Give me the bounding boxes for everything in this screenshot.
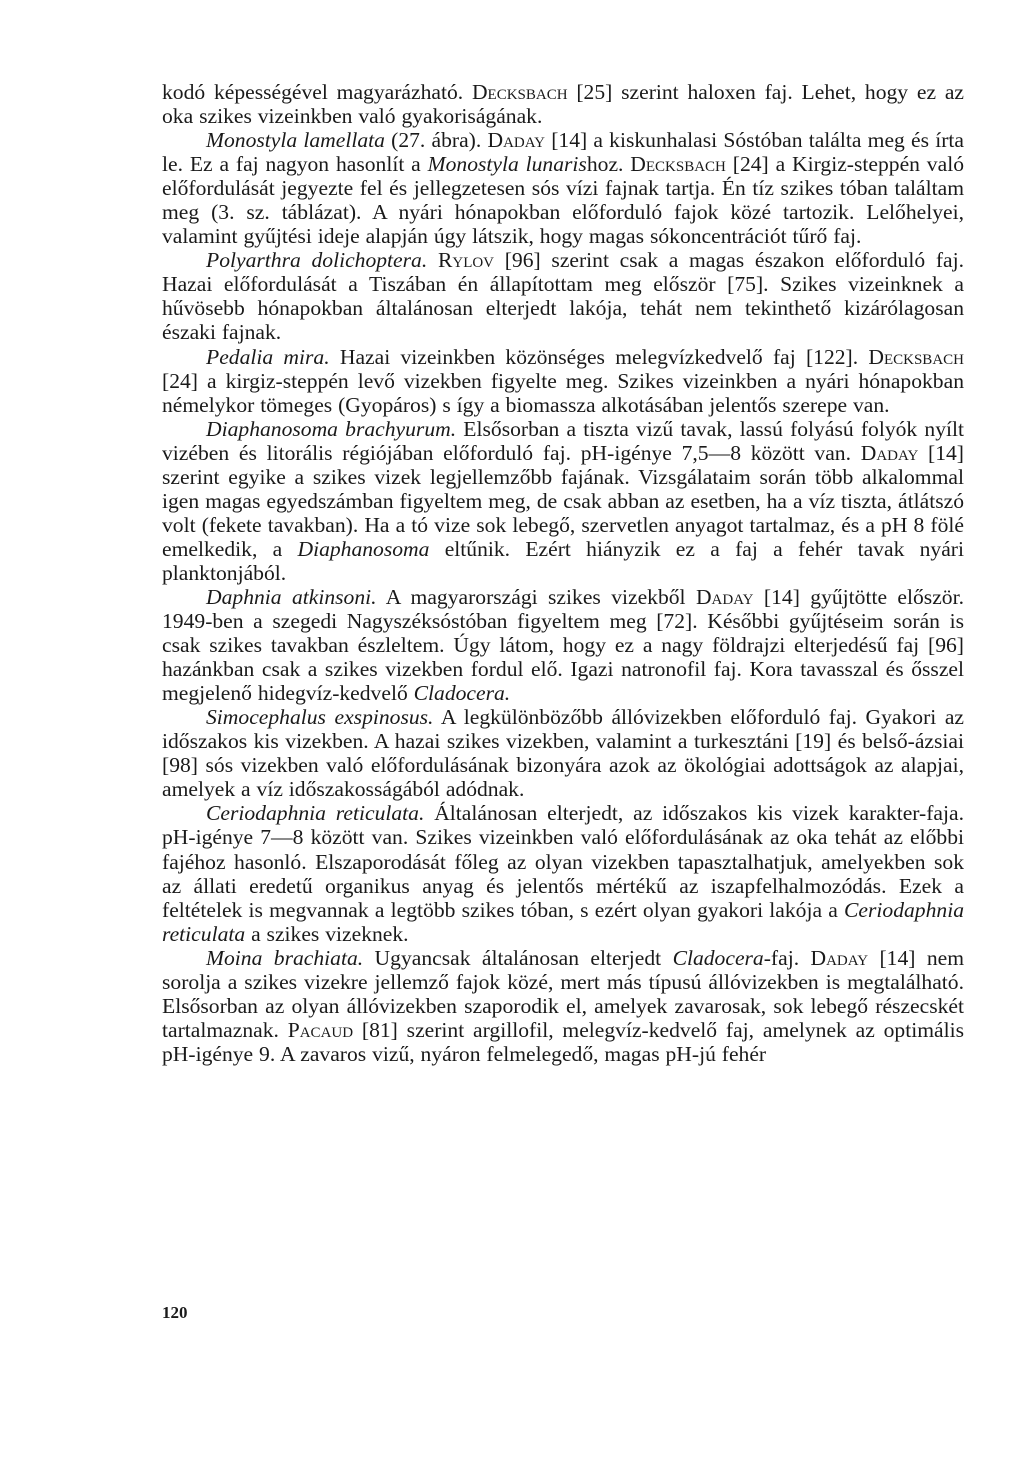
text-run: kodó képességével magyarázható. <box>162 80 472 104</box>
text-run: A magyarországi szikes vizekből <box>376 584 696 609</box>
text-run: (27. ábra). <box>384 128 488 153</box>
species-name: Ceriodaphnia reticulata. <box>206 801 425 826</box>
page-number: 120 <box>162 1303 188 1322</box>
species-name: Diaphanosoma brachyurum. <box>206 416 457 441</box>
species-name: Daphnia atkinsoni. <box>206 584 377 609</box>
species-name: Moina brachiata. <box>206 945 364 970</box>
author-name: Daday <box>695 584 754 609</box>
text-run: [14] nem sorolja a szikes vizekre jellemző fajok közé, mert más típusú állóvizekben is megtalálható. Elsősorban az olyan állóvizekben szaporodik el, amelyek zavarosak, sok lebegő részecskét tartalmaznak. <box>162 945 964 1042</box>
text-run: -faj. <box>763 945 811 970</box>
species-name: Pedalia mira. <box>206 344 330 369</box>
author-name: Daday <box>810 945 869 970</box>
text-run: [14] gyűjtötte először. 1949-ben a szegedi Nagyszéksóstóban figyeltem meg [72]. Későbbi gyűjtéseim során is csak szikes tavakban észleltem. Úgy látom, hogy ez a nagy földrajzi elterjedésű faj [96] hazánkban csak a szikes vizekben fordul elő. Igazi natronofil faj. Kora tavasszal és ősszel megjelenő hidegvíz-kedvelő <box>162 584 964 706</box>
author-name: Daday <box>487 128 546 153</box>
author-name: Rylov <box>437 248 495 273</box>
species-name: Ceriodaphnia reticulata <box>162 897 964 946</box>
text-run: [14] a kiskunhalasi Sóstóban találta meg és írta le. Ez a faj nagyon hasonlít a <box>162 128 964 177</box>
paragraph-diaphanosoma <box>162 417 964 585</box>
paragraph-intro <box>162 80 964 128</box>
text-run: [14] szerint egyike a szikes vizek legjellemzőbb fajának. Vizsgálataim során több alkalommal igen magas egyedszámban figyeltem meg, de csak abban az esetben, ha a víz tiszta, átlátszó volt (fekete tavakban). Ha a tó vize sok lebegő, szervetlen anyagot tartalmaz, és a pH 8 fölé emelkedik, a <box>162 440 964 561</box>
text-run: Ugyancsak általánosan elterjedt <box>363 945 673 970</box>
paragraph-pedalia <box>162 345 964 417</box>
author-name: Decksbach <box>471 80 568 104</box>
text-run: [24] a kirgiz-steppén levő vizekben figyelte meg. Szikes vizeinkben a nyári hónapokban némelykor tömeges (Gyopáros) s így a biomassza alkotásában jelentős szerepe van. <box>162 368 964 417</box>
text-run: [25] szerint haloxen faj. Lehet, hogy ez az oka szikes vizeinkben való gyakoriságának. <box>162 80 964 129</box>
species-name: Cladocera <box>672 945 764 970</box>
paragraph-polyarthra <box>162 248 964 344</box>
author-name: Daday <box>860 440 919 465</box>
author-name: Pacaud <box>287 1017 354 1042</box>
author-name: Decksbach <box>868 344 964 369</box>
text-run: A legkülönbözőbb állóvizekben előforduló faj. Gyakori az időszakos kis vizekben. A hazai szikes vizekben, valamint a turkesztáni [19] és belső-ázsiai [98] sós vizekben való előfordulásának bizonyára azok az ökológiai adottságok az alapjai, amelyek a víz időszakosságából adódnak. <box>162 705 964 802</box>
paragraph-monostyla <box>162 128 964 248</box>
text-run: eltűnik. Ezért hiányzik ez a faj a fehér tavak nyári planktonjából. <box>162 536 964 585</box>
author-name: Decksbach <box>630 152 726 177</box>
species-name: Monostyla lamellata <box>206 128 385 153</box>
text-run: [96] szerint csak a magas északon előforduló faj. Hazai előfordulását a Tiszában én állapítottam meg először [75]. Szikes vizeinknek a hűvösebb hónapokban általánosan elterjedt lakója, tehát nem tekinthető kizárólagosan északi fajnak. <box>162 248 964 345</box>
species-name: Cladocera. <box>413 681 511 706</box>
species-name: Diaphanosoma <box>297 536 430 561</box>
text-run: [24] a Kirgiz-steppén való előfordulását jegyezte fel és jellegzetesen sós vízi fajnak tartja. Én tíz szikes tóban találtam meg (3. sz. táblázat). A nyári hónapokban előforduló fajok közé tartozik. Lelőhelyei, valamint gyűjtési ideje alapján úgy látszik, hogy magas sókoncentrációt tűrő faj. <box>162 152 964 249</box>
text-run <box>427 248 438 272</box>
page-body <box>162 80 964 1340</box>
paragraph-daphnia <box>162 585 964 705</box>
paragraph-simocephalus <box>162 705 964 801</box>
text-run: a szikes vizeknek. <box>245 921 409 946</box>
paragraph-ceriodaphnia <box>162 801 964 945</box>
species-name: Simocephalus exspinosus. <box>206 705 434 730</box>
species-name: Polyarthra dolichoptera. <box>206 248 428 273</box>
text-run: Elsősorban a tiszta vizű tavak, lassú folyású folyók nyílt vizében és litorális régiójában előforduló faj. pH-igénye 7,5—8 között van. <box>162 416 964 465</box>
text-run: [81] szerint argillofil, melegvíz-kedvelő faj, amelynek az optimális pH-igénye 9. A zavaros vizű, nyáron felmelegedő, magas pH-jú fehér <box>162 1017 964 1066</box>
species-name: Monostyla lunaris <box>427 152 587 177</box>
text-run: Hazai vizeinkben közönséges melegvízkedvelő faj [122]. <box>329 344 869 369</box>
text-run: Általánosan elterjedt, az időszakos kis vizek karakter-faja. pH-igénye 7—8 között van. Szikes vizeinkben való előfordulásának az oka tehát az előbbi fajéhoz hasonló. Elszaporodását főleg az olyan vizekben tapasztalhatjuk, amelyekben sok az állati eredetű organikus anyag és jelentős mértékű az iszapfelhalmozódás. Ezek a feltételek is megvannak a legtöbb szikes tóban, s ezért olyan gyakori lakója a <box>162 801 964 922</box>
paragraph-moina <box>162 946 964 1066</box>
text-run: hoz. <box>586 152 631 177</box>
